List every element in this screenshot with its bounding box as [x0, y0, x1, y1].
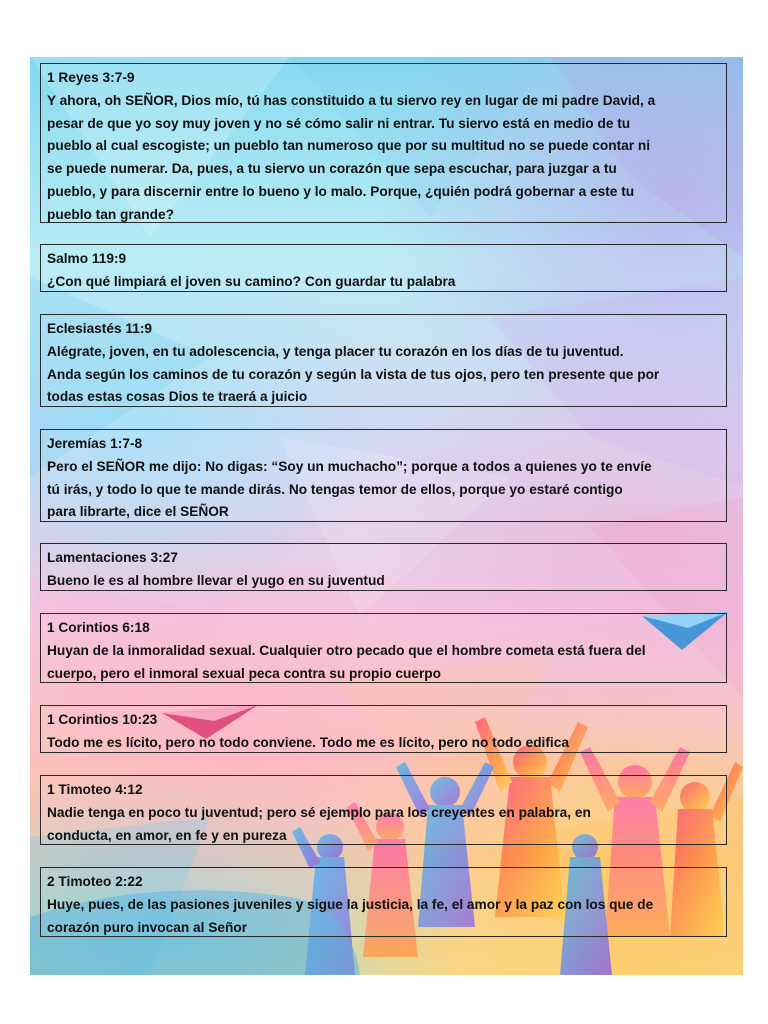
- verse-card: [40, 244, 727, 292]
- verse-reference: Jeremías 1:7-8: [47, 436, 143, 451]
- verse-reference: 1 Corintios 6:18: [47, 620, 150, 635]
- verse-card: [40, 543, 727, 591]
- verse-reference: 1 Timoteo 4:12: [47, 782, 143, 797]
- verse-reference: Lamentaciones 3:27: [47, 550, 178, 565]
- verse-text: Pero el SEÑOR me dijo: No digas: “Soy un muchacho”; porque a todos a quienes yo te envíe tú irás, y todo lo que te mande dirás. No tengas temor de ellos, porque yo estaré contigo para librarte, dice el SEÑOR: [47, 458, 652, 520]
- verse-text: Alégrate, joven, en tu adolescencia, y tenga placer tu corazón en los días de tu juventud. Anda según los caminos de tu corazón y según la vista de tus ojos, pero ten presente que por todas estas cosas Dios te traerá a juicio: [47, 343, 660, 405]
- verse-text: ¿Con qué limpiará el joven su camino? Con guardar tu palabra: [47, 273, 456, 289]
- verse-card: [40, 429, 727, 522]
- verse-text: Huye, pues, de las pasiones juveniles y sigue la justicia, la fe, el amor y la paz con los que de corazón puro invocan al Señor: [47, 896, 654, 935]
- verse-reference: Eclesiastés 11:9: [47, 321, 153, 336]
- verse-reference: 1 Reyes 3:7-9: [47, 70, 135, 85]
- verse-card: [40, 63, 727, 223]
- verse-reference: 2 Timoteo 2:22: [47, 874, 143, 889]
- verse-card: [40, 775, 727, 845]
- verse-text: Nadie tenga en poco tu juventud; pero sé ejemplo para los creyentes en palabra, en conducta, en amor, en fe y en pureza: [47, 804, 591, 843]
- verse-poster: [30, 57, 743, 975]
- verse-card: [40, 867, 727, 937]
- verse-card: [40, 705, 727, 753]
- verse-reference: Salmo 119:9: [47, 251, 127, 266]
- verse-text: Todo me es lícito, pero no todo conviene. Todo me es lícito, pero no todo edifica: [47, 734, 569, 750]
- verse-text: Huyan de la inmoralidad sexual. Cualquier otro pecado que el hombre cometa está fuera del cuerpo, pero el inmoral sexual peca contra su propio cuerpo: [47, 642, 646, 681]
- verse-text: Y ahora, oh SEÑOR, Dios mío, tú has constituido a tu siervo rey en lugar de mi padre David, a pesar de que yo soy muy joven y no sé cómo salir ni entrar. Tu siervo está en medio de tu pueblo al cual escogiste; un pueblo tan numeroso que por su multitud no se puede contar ni se puede numerar. Da, pues, a tu siervo un corazón que sepa escuchar, para juzgar a tu pueblo, y para discernir entre lo bueno y lo malo. Porque, ¿quién podrá gobernar a este tu pueblo tan grande?: [47, 92, 656, 222]
- verse-text: Bueno le es al hombre llevar el yugo en su juventud: [47, 572, 385, 588]
- verse-card: [40, 613, 727, 683]
- verse-reference: 1 Corintios 10:23: [47, 712, 158, 727]
- verse-card: [40, 314, 727, 407]
